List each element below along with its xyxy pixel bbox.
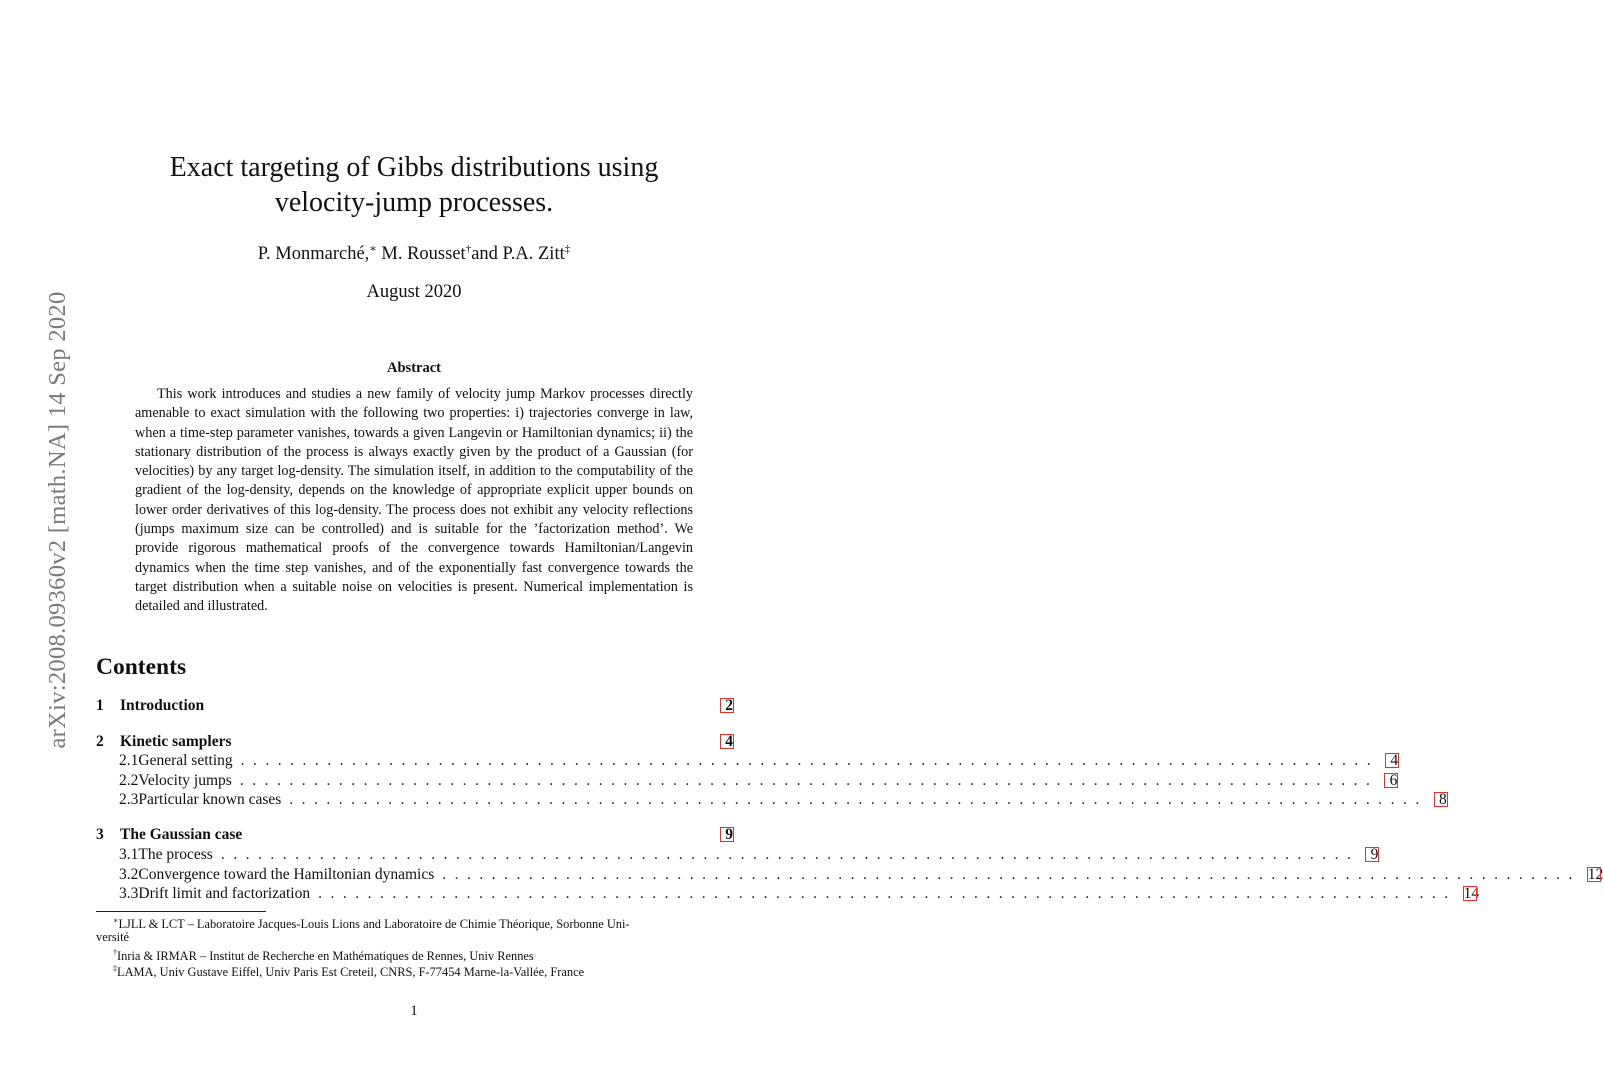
- toc-label[interactable]: Particular known cases: [138, 791, 282, 808]
- toc-number: 2.2: [119, 772, 139, 789]
- toc-label[interactable]: The process: [138, 846, 213, 863]
- author-1-footnote-mark[interactable]: ∗: [369, 243, 377, 255]
- toc-page-link[interactable]: 9: [720, 827, 734, 842]
- toc-entry-drift-limit[interactable]: [119, 885, 1480, 905]
- toc-entry-velocity-jumps[interactable]: [119, 772, 1398, 792]
- toc-page-link[interactable]: 14: [1463, 885, 1480, 902]
- toc-entry-kinetic-samplers[interactable]: [96, 733, 734, 753]
- toc-label[interactable]: Velocity jumps: [138, 772, 232, 789]
- paper-title: [0, 150, 828, 220]
- footnote-1: [113, 913, 630, 932]
- toc-page-link[interactable]: 8: [1434, 792, 1448, 807]
- author-3-footnote-mark[interactable]: ‡: [564, 243, 571, 255]
- footnote-2-mark: †: [113, 948, 117, 957]
- contents-heading: Contents: [96, 654, 187, 680]
- toc-number: 2: [96, 733, 104, 750]
- toc-entry-general-setting[interactable]: [119, 752, 1399, 772]
- toc-leader-dots: ............................................................................................: [289, 791, 1428, 808]
- toc-entry-introduction[interactable]: [96, 697, 734, 717]
- arxiv-identifier-stamp: arXiv:2008.09360v2 [math.NA] 14 Sep 2020: [44, 291, 71, 749]
- footnote-1-mark: ∗: [113, 916, 119, 925]
- toc-number: 3.3: [119, 885, 139, 902]
- toc-entry-the-process[interactable]: [119, 846, 1379, 866]
- footnote-3-mark: ‡: [113, 964, 117, 973]
- paper-date: August 2020: [366, 282, 462, 302]
- author-list: [0, 242, 828, 265]
- toc-page-link[interactable]: 4: [720, 734, 734, 749]
- toc-number: 3.1: [119, 846, 139, 863]
- toc-leader-dots: ............................................................................................: [239, 772, 1379, 789]
- toc-page-link[interactable]: 6: [1384, 773, 1398, 788]
- toc-label[interactable]: Kinetic samplers: [120, 733, 232, 750]
- author-3: and P.A. Zitt: [471, 244, 565, 264]
- toc-number: 2.1: [119, 752, 139, 769]
- toc-leader-dots: ............................................................................................: [442, 866, 1581, 883]
- toc-page-link[interactable]: 12: [1587, 866, 1603, 883]
- toc-entry-gaussian-case[interactable]: [96, 826, 734, 846]
- toc-number: 3: [96, 826, 104, 843]
- toc-label[interactable]: Drift limit and factorization: [138, 885, 311, 902]
- abstract-text: This work introduces and studies a new family of velocity jump Markov processes directly amenable to exact simulation with the following two properties: i) trajectories converge in law, when a time-step parameter vanishes, towards a given Langevin or Hamiltonian dynamics; ii) the stationary distribution of the process is always exactly given by the product of a Gaussian (for velocities) by any target log-density. The simulation itself, in addition to the computability of the gradient of the log-density, depends on the knowledge of appropriate explicit upper bounds on lower order derivatives of this log-density. The process does not exhibit any velocity reflections (jumps maximum size can be controlled) and is suitable for the ’factorization method’. We provide rigorous mathematical proofs of the convergence towards Hamiltonian/Langevin dynamics when the time step vanishes, and of the exponentially fast convergence towards the target distribution when a suitable noise on velocities is present. Numerical implementation is detailed and illustrated.: [135, 386, 693, 615]
- toc-entry-convergence-hamiltonian[interactable]: [119, 866, 1603, 886]
- toc-leader-dots: ............................................................................................: [318, 885, 1457, 902]
- footnote-divider: [96, 911, 266, 912]
- title-line-2: velocity-jump processes.: [274, 187, 554, 218]
- page-number: 1: [410, 1003, 418, 1019]
- toc-entry-particular-known-cases[interactable]: [119, 791, 1447, 811]
- toc-leader-dots: ............................................................................................: [240, 752, 1380, 769]
- author-2: M. Rousset: [376, 244, 466, 264]
- title-line-1: Exact targeting of Gibbs distributions using: [169, 152, 659, 183]
- footnote-1-text: LJLL & LCT – Laboratoire Jacques-Louis Lions and Laboratoire de Chimie Théorique, Sorbonne Uni-: [118, 917, 630, 931]
- toc-page-link[interactable]: 9: [1365, 847, 1379, 862]
- toc-number: 1: [96, 697, 104, 714]
- footnote-3-text: LAMA, Univ Gustave Eiffel, Univ Paris Est Creteil, CNRS, F-77454 Marne-la-Vallée, France: [117, 965, 585, 979]
- toc-number: 2.3: [119, 791, 139, 808]
- abstract-heading: Abstract: [387, 360, 441, 376]
- toc-label[interactable]: General setting: [138, 752, 233, 769]
- footnote-2-text: Inria & IRMAR – Institut de Recherche en Mathématiques de Rennes, Univ Rennes: [117, 949, 534, 963]
- author-2-footnote-mark[interactable]: †: [465, 243, 472, 255]
- toc-leader-dots: ............................................................................................: [220, 846, 1360, 863]
- toc-label[interactable]: Introduction: [120, 697, 205, 714]
- toc-label[interactable]: The Gaussian case: [120, 826, 243, 843]
- toc-page-link[interactable]: 4: [1385, 753, 1399, 768]
- toc-label[interactable]: Convergence toward the Hamiltonian dynamics: [138, 866, 435, 883]
- footnote-3: [113, 961, 584, 980]
- footnote-1-continued: versité: [96, 930, 130, 944]
- toc-page-link[interactable]: 2: [720, 698, 734, 713]
- toc-number: 3.2: [119, 866, 139, 883]
- author-1: P. Monmarché,: [257, 244, 370, 264]
